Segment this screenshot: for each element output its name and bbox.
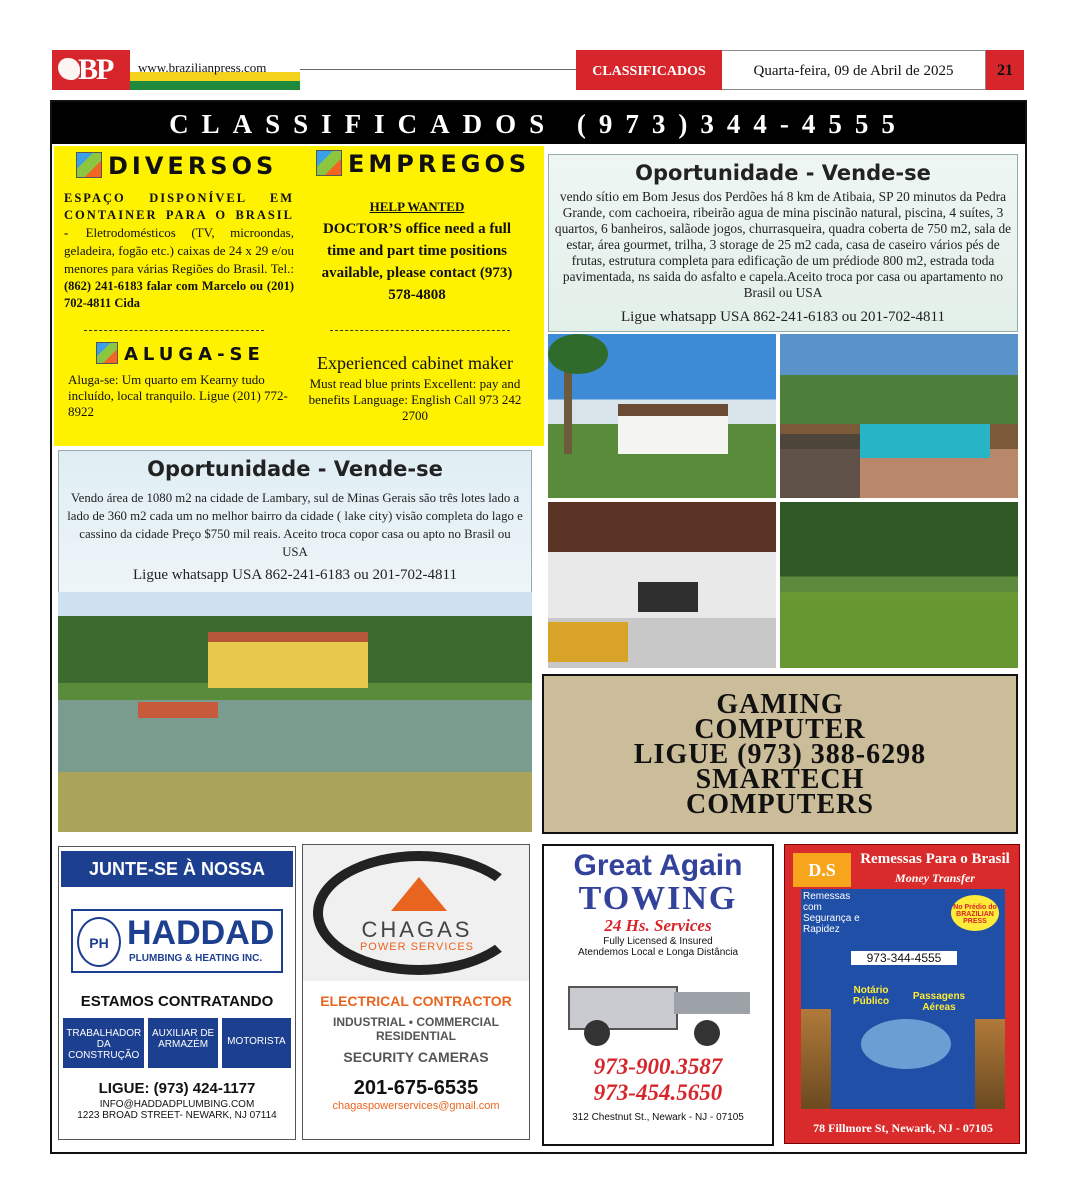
chagas-email: chagaspowerservices@gmail.com	[332, 1100, 500, 1112]
chagas-sub: POWER SERVICES	[359, 941, 475, 953]
brazil-map-icon	[58, 58, 80, 80]
section-label: CLASSIFICADOS	[576, 50, 722, 90]
haddad-sub: PLUMBING & HEATING INC.	[129, 953, 263, 964]
ds-poster	[801, 889, 1005, 1109]
haddad-jobs	[63, 1018, 291, 1068]
haddad-hiring: ESTAMOS CONTRATANDO	[80, 993, 274, 1010]
cabinet-maker-title: Experienced cabinet maker	[317, 353, 513, 373]
haddad-logo	[71, 909, 283, 973]
lambary-photo-lake	[58, 592, 532, 832]
box-icon	[316, 150, 342, 176]
sitio-ad	[548, 154, 1018, 332]
gaming-line: COMPUTER	[694, 714, 866, 745]
gaming-computer-ad	[542, 674, 1018, 834]
diversos-ad-contact: (862) 241-6183 falar com Marcelo ou (201) 702-4811 Cida	[64, 279, 294, 310]
site-url[interactable]: www.brazilianpress.com	[138, 60, 267, 75]
diversos-ad-body: Eletrodomésticos (TV, microondas, geladeira, fogão etc.) caixas de 24 x 29 e/ou menores para várias Regiões do Brasil. Tel.:	[64, 225, 294, 276]
dashed-divider	[330, 330, 510, 331]
sitio-photo-pool	[780, 334, 1018, 498]
gaming-line: GAMING	[716, 689, 844, 720]
ds-slogan: Remessas com Segurança e Rapidez	[803, 891, 860, 935]
bp-logo	[52, 50, 130, 90]
sitio-photo-lake	[780, 502, 1018, 668]
ds-sub: Money Transfer	[895, 871, 975, 885]
towing-licensed: Fully Licensed & Insured	[603, 936, 713, 947]
haddad-job: AUXILIAR DE ARMAZÉM	[148, 1018, 217, 1068]
sitio-whatsapp: Ligue whatsapp USA 862-241-6183 ou 201-702-4811	[621, 309, 945, 325]
logo-text: BP	[78, 53, 113, 86]
chagas-name: CHAGAS	[361, 917, 473, 942]
sitio-body: vendo sítio em Bom Jesus dos Perdões há 8 km de Atibaia, SP 20 minutos da Pedra Grande, com cachoeira, ribeirão agua de mina piscinão natural, piscina, 4 suítes, 3 quartos, 6 banheiros, salãode jogos, churrasqueira, quadra coberta de 750 m2, sala de estar, área gourmet, trilha, 3 storage de 25 m2 cada, casa de caseiro vários pés de frutas, estrutura completa para edificação de um prédiode 800 m2, estrada toda pavimentada, ns saida do asfalto e capela.Aceito troca por casa ou apartamento no Brasil ou USA	[554, 189, 1012, 300]
diversos-ad	[64, 190, 294, 312]
towing-phone1: 973-900.3587	[593, 1054, 723, 1079]
towing-address: 312 Chestnut St., Newark - NJ - 07105	[572, 1112, 744, 1123]
ds-phone: 973-344-4555	[851, 951, 957, 965]
box-icon	[76, 152, 102, 178]
towing-service-area: Atendemos Local e Longa Distância	[577, 947, 739, 958]
chagas-line1: INDUSTRIAL • COMMERCIAL	[333, 1015, 499, 1029]
aluga-heading	[96, 342, 265, 365]
coin-stack-icon	[975, 1019, 1005, 1109]
chagas-ad	[302, 844, 530, 1140]
cabinet-maker-body: Must read blue prints Excellent: pay and benefits Language: English Call 973 242 2700	[308, 376, 522, 423]
haddad-top: JUNTE-SE À NOSSA EQUIPE	[61, 851, 293, 887]
tow-truck-icon	[544, 962, 772, 1054]
towing-ad	[542, 844, 774, 1146]
header-divider	[300, 69, 576, 70]
empregos-title: EMPREGOS	[348, 150, 531, 178]
towing-hours: 24 Hs. Services	[604, 916, 712, 935]
page-number: 21	[986, 50, 1024, 90]
lambary-whatsapp: Ligue whatsapp USA 862-241-6183 ou 201-702-4811	[133, 567, 457, 583]
towing-phone2: 973-454.5650	[593, 1080, 723, 1105]
aluga-title: ALUGA-SE	[124, 344, 265, 365]
haddad-job: MOTORISTA	[222, 1018, 291, 1068]
sitio-title: Oportunidade - Vende-se	[635, 161, 931, 185]
chagas-phone: 201-675-6535	[353, 1077, 479, 1099]
classifieds-banner: CLASSIFICADOS (973)344-4555	[52, 102, 1025, 144]
haddad-job: TRABALHADOR DA CONSTRUÇÃO	[63, 1018, 144, 1068]
cabinet-maker-ad	[300, 352, 530, 424]
ds-title: Remessas Para o Brasil	[860, 851, 1010, 867]
chagas-line3: SECURITY CAMERAS	[343, 1049, 489, 1065]
help-wanted-ad	[312, 198, 522, 306]
haddad-phone: LIGUE: (973) 424-1177	[98, 1080, 256, 1097]
sitio-photo-house	[548, 334, 776, 498]
coin-stack-icon	[801, 1009, 831, 1109]
chagas-logo-area	[303, 845, 529, 981]
lambary-body: Vendo área de 1080 m2 na cidade de Lambary, sul de Minas Gerais são três lotes lado a lado de 360 m2 cada um no melhor bairro da cidade ( lake city) visão completa do lago e cassino da cidade Preço $750 mil reais. Aceito troca copor casa ou apto no Brasil ou USA	[67, 491, 523, 559]
diversos-heading	[76, 152, 277, 180]
lambary-ad	[58, 450, 532, 592]
ds-remessas-ad	[784, 844, 1020, 1144]
box-icon	[96, 342, 118, 364]
help-wanted-body: DOCTOR’S office need a full time and part time positions available, please contact (973) 578-4808	[321, 221, 513, 303]
issue-date: Quarta-feira, 09 de Abril de 2025	[722, 50, 986, 90]
haddad-mark: PH	[77, 917, 121, 967]
haddad-email: INFO@HADDADPLUMBING.COM	[99, 1099, 255, 1110]
empregos-heading	[316, 150, 530, 178]
towing-title1: Great Again	[573, 849, 743, 882]
diversos-title: DIVERSOS	[108, 152, 278, 180]
sitio-photo-gameroom	[548, 502, 776, 668]
bolt-icon	[391, 877, 447, 911]
ds-badge: No Prédio do BRAZILIAN PRESS	[951, 895, 999, 931]
aluga-ad: Aluga-se: Um quarto em Kearny tudo incluído, local tranquilo. Ligue (201) 772-8922	[68, 372, 288, 419]
plane-icon	[861, 1019, 951, 1069]
ds-passagens: Passagens Aéreas	[912, 991, 966, 1013]
yellow-classifieds	[54, 146, 544, 446]
chagas-line2: RESIDENTIAL	[375, 1029, 456, 1043]
gaming-line: SMARTECH	[695, 764, 865, 795]
ds-address: 78 Fillmore St, Newark, NJ - 07105	[813, 1121, 993, 1135]
chagas-kind: ELECTRICAL CONTRACTOR	[320, 993, 512, 1009]
dashed-divider	[84, 330, 264, 331]
lambary-title: Oportunidade - Vende-se	[147, 457, 443, 481]
gaming-line: COMPUTERS	[686, 789, 874, 820]
haddad-ad	[58, 846, 296, 1140]
ds-notario: Notário Público	[852, 985, 890, 1007]
haddad-address: 1223 BROAD STREET- NEWARK, NJ 07114	[77, 1110, 277, 1121]
ds-logo: D.S	[793, 853, 851, 887]
classifieds-frame	[50, 100, 1027, 1154]
haddad-name: HADDAD	[127, 914, 275, 952]
help-wanted-title: HELP WANTED	[369, 199, 465, 214]
gaming-line: LIGUE (973) 388-6298	[633, 739, 927, 770]
diversos-ad-heading: ESPAÇO DISPONÍVEL EM CONTAINER PARA O BRASIL -	[64, 191, 294, 240]
towing-title2: TOWING	[578, 880, 738, 917]
site-url-strip	[130, 50, 300, 90]
